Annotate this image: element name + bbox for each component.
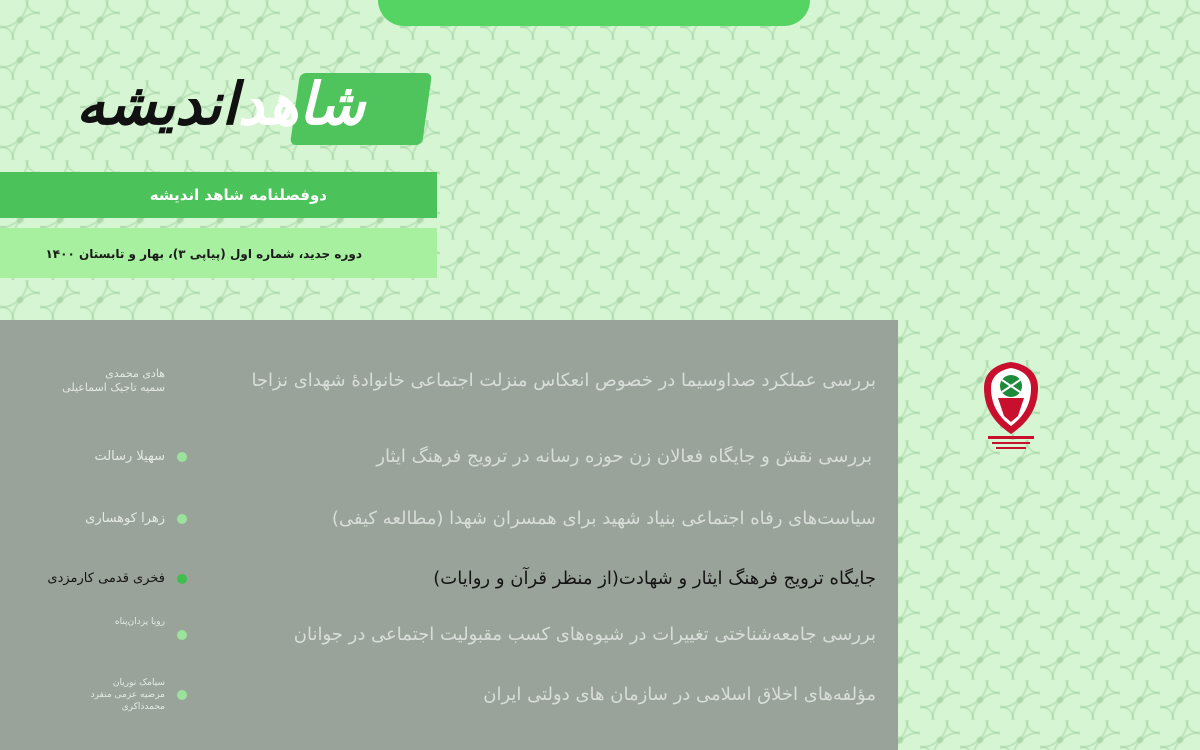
- article-title[interactable]: جایگاه ترویج فرهنگ ایثار و شهادت(از منظر قرآن و روایات): [433, 568, 876, 589]
- articles-panel: [0, 320, 898, 750]
- author-name: رویا یزدان‌پناه: [114, 617, 165, 627]
- author-name: هادی محمدی: [105, 367, 165, 380]
- article-row[interactable]: [0, 430, 898, 484]
- author-name: مرضیه عزمی منفرد: [90, 690, 165, 700]
- journal-logo[interactable]: [70, 55, 365, 153]
- article-authors: [40, 608, 165, 662]
- article-row[interactable]: [0, 668, 898, 722]
- author-name: سیامک نوریان: [112, 678, 165, 688]
- article-authors: [30, 552, 165, 606]
- bullet-dot-icon: [177, 452, 187, 462]
- top-header-tab: [378, 0, 810, 26]
- bullet-dot-icon: [177, 630, 187, 640]
- journal-name-banner: دوفصلنامه شاهد اندیشه: [0, 172, 437, 218]
- article-authors: [40, 430, 165, 484]
- article-authors: [40, 354, 165, 408]
- article-authors: [40, 668, 165, 722]
- article-title[interactable]: مؤلفه‌های اخلاق اسلامی در سازمان های دولتی ایران: [483, 684, 876, 705]
- article-row[interactable]: [0, 492, 898, 546]
- bullet-dot-icon: [177, 690, 187, 700]
- author-name: فخری قدمی کارمزدی: [47, 571, 165, 586]
- bullet-dot-icon: [177, 574, 187, 584]
- logo-word-shahed: شاهد: [237, 70, 365, 138]
- author-name: سمیه تاجیک اسماعیلی: [62, 381, 165, 394]
- article-row-active[interactable]: [0, 552, 898, 606]
- bullet-dot-icon: [177, 514, 187, 524]
- author-name: زهرا کوهساری: [85, 511, 165, 526]
- foundation-seal-icon[interactable]: [978, 358, 1044, 452]
- article-row[interactable]: [0, 354, 898, 408]
- article-title[interactable]: سیاست‌های رفاه اجتماعی بنیاد شهید برای همسران شهدا (مطالعه کیفی): [331, 508, 876, 529]
- article-title[interactable]: بررسی عملکرد صداوسیما در خصوص انعکاس منزلت اجتماعی خانوادهٔ شهدای نزاجا: [251, 370, 876, 391]
- article-title[interactable]: بررسی جامعه‌شناختی تغییرات در شیوه‌های کسب مقبولیت اجتماعی در جوانان: [293, 624, 876, 645]
- article-authors: [40, 492, 165, 546]
- article-title[interactable]: بررسی نقش و جایگاه فعالان زن حوزه رسانه در ترویج فرهنگ ایثار: [376, 446, 872, 467]
- author-name: محمدذاکری: [121, 702, 165, 712]
- article-row[interactable]: [0, 608, 898, 662]
- issue-info-banner: دوره جدید، شماره اول (پیاپی ۳)، بهار و تابستان ۱۴۰۰: [0, 228, 437, 278]
- author-name: سهیلا رسالت: [94, 449, 165, 464]
- logo-word-andisheh: اندیشه: [76, 70, 238, 138]
